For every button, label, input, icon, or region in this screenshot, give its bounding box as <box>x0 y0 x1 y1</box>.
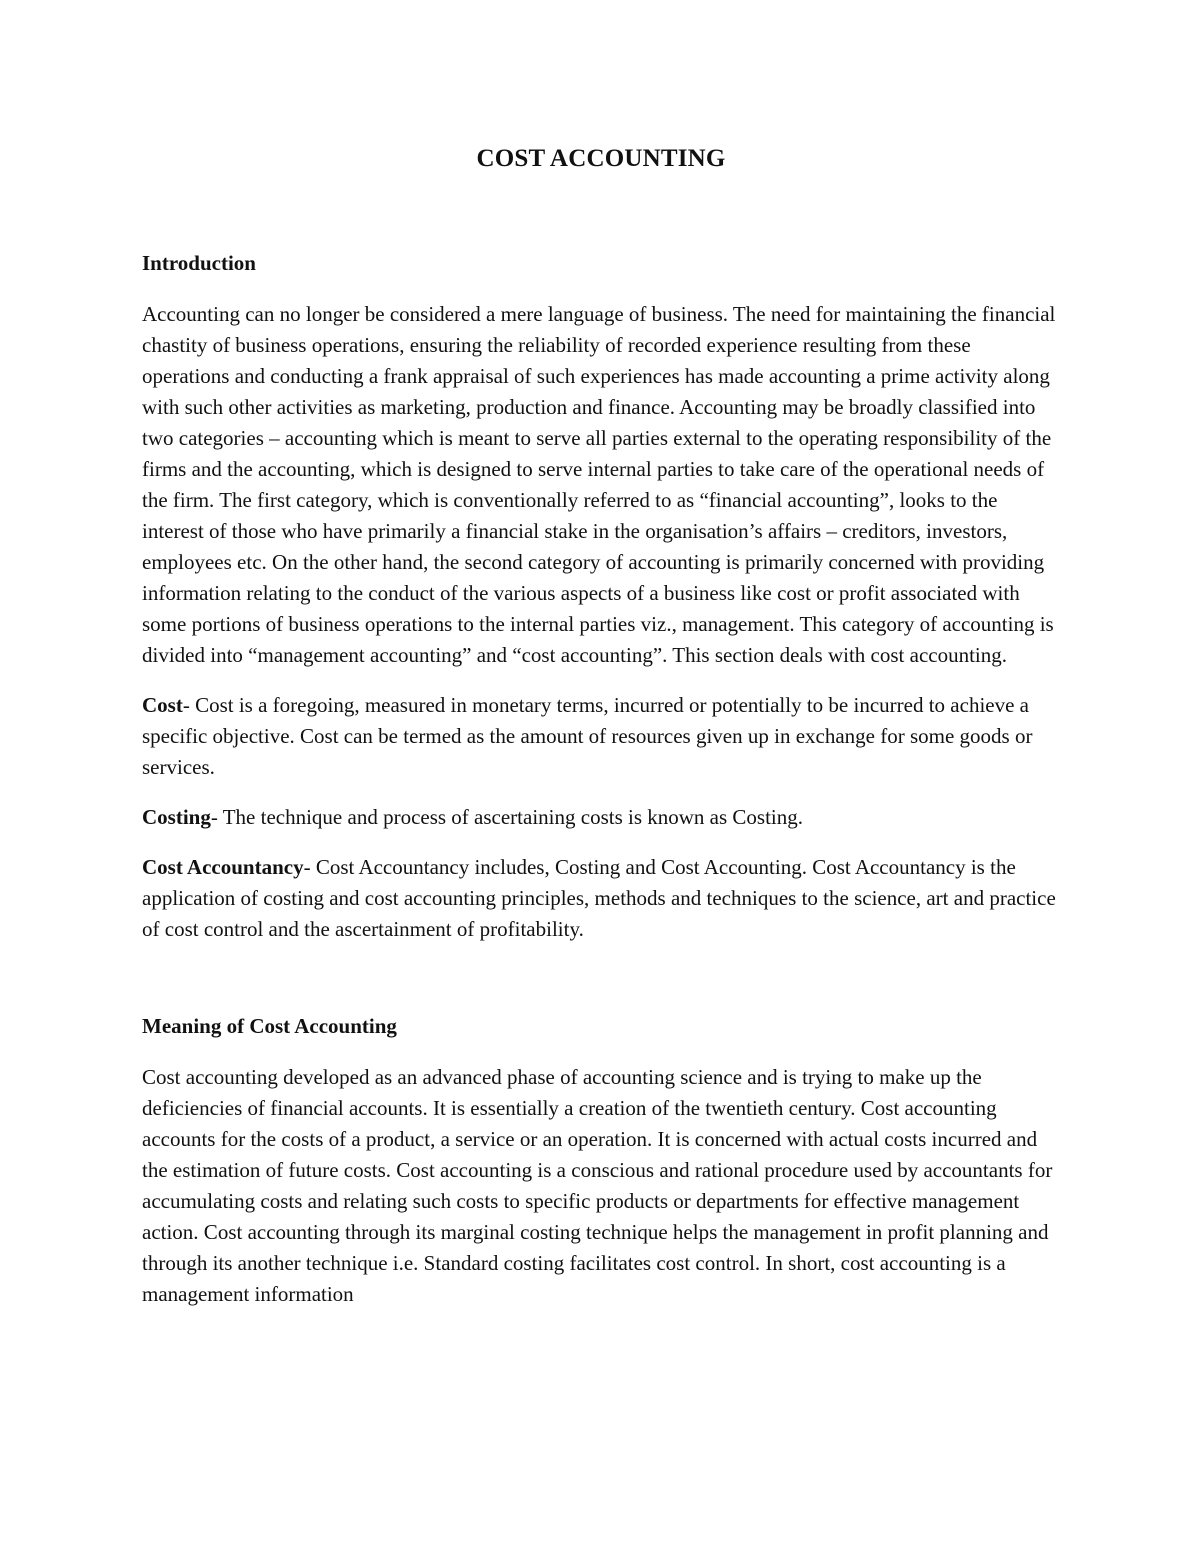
meaning-heading: Meaning of Cost Accounting <box>142 1014 397 1038</box>
introduction-heading: Introduction <box>142 251 256 275</box>
meaning-paragraph: Cost accounting developed as an advanced phase of accounting science and is trying to make up the deficiencies of financial accounts. It is essentially a creation of the twentieth century. Cost accounting accounts for the costs of a product, a service or an operation. It is concerned with actual costs incurred and the estimation of future costs. Cost accounting is a conscious and rational procedure used by accountants for accumulating costs and relating such costs to specific products or departments for effective management action. Cost accounting through its marginal costing technique helps the management in profit planning and through its another technique i.e. Standard costing facilitates cost control. In short, cost accounting is a management information <box>142 1065 1053 1306</box>
costing-term: Costing <box>142 805 211 829</box>
introduction-paragraph: Accounting can no longer be considered a mere language of business. The need for maintaining the financial chastity of business operations, ensuring the reliability of recorded experience resulting from these operations and conducting a frank appraisal of such experiences has made accounting a prime activity along with such other activities as marketing, production and finance. Accounting may be broadly classified into two categories – accounting which is meant to serve all parties external to the operating responsibility of the firms and the accounting, which is designed to serve internal parties to take care of the operational needs of the firm. The first category, which is conventionally referred to as “financial accounting”, looks to the interest of those who have primarily a financial stake in the organisation’s affairs – creditors, investors, employees etc. On the other hand, the second category of accounting is primarily concerned with providing information relating to the conduct of the various aspects of a business like cost or profit associated with some portions of business operations to the internal parties viz., management. This category of accounting is divided into “management accounting” and “cost accounting”. This section deals with cost accounting. <box>142 302 1056 667</box>
cost-accountancy-definition-text: - Cost Accountancy includes, Costing and Cost Accounting. Cost Accountancy is the application of costing and cost accounting principles, methods and techniques to the science, art and practice of cost control and the ascertainment of profitability. <box>142 855 1056 941</box>
costing-definition <box>142 802 1060 833</box>
document-title: COST ACCOUNTING <box>476 145 726 172</box>
costing-definition-text: - The technique and process of ascertaining costs is known as Costing. <box>210 805 804 829</box>
cost-accountancy-term: Cost Accountancy <box>142 855 304 879</box>
cost-definition <box>142 690 1060 783</box>
cost-definition-text: - Cost is a foregoing, measured in monetary terms, incurred or potentially to be incurred to achieve a specific objective. Cost can be termed as the amount of resources given up in exchange for some goods or services. <box>142 693 1033 779</box>
cost-term: Cost <box>142 693 183 717</box>
cost-accountancy-definition <box>142 852 1060 945</box>
